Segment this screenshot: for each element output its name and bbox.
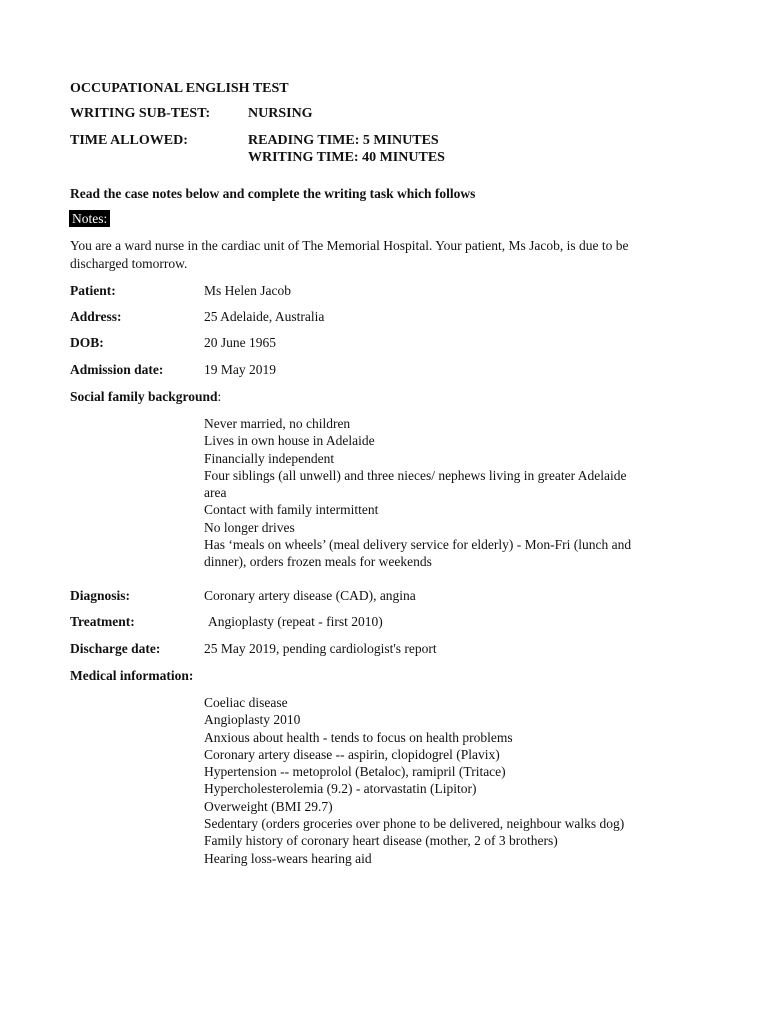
list-item: dinner), orders frozen meals for weekends <box>204 554 432 570</box>
time-allowed-label: TIME ALLOWED: <box>70 133 188 148</box>
address-label: Address: <box>70 309 122 324</box>
test-title: OCCUPATIONAL ENGLISH TEST <box>70 81 289 96</box>
treatment-label: Treatment: <box>70 614 135 629</box>
list-item: No longer drives <box>204 519 295 535</box>
patient-label: Patient: <box>70 283 116 298</box>
patient-value: Ms Helen Jacob <box>204 283 291 298</box>
list-item: Overweight (BMI 29.7) <box>204 798 333 814</box>
list-item: Lives in own house in Adelaide <box>204 433 375 449</box>
social-background-list <box>204 415 631 571</box>
list-item: Angioplasty 2010 <box>204 712 301 728</box>
address-value: 25 Adelaide, Australia <box>204 309 325 324</box>
list-item: Anxious about health - tends to focus on health problems <box>204 729 513 745</box>
medical-information-heading: Medical information: <box>70 668 194 683</box>
list-item: Hypercholesterolemia (9.2) - atorvastatin (Lipitor) <box>204 781 477 797</box>
list-item: Has ‘meals on wheels’ (meal delivery service for elderly) - Mon-Fri (lunch and <box>204 537 632 553</box>
writing-time: WRITING TIME: 40 MINUTES <box>248 150 445 165</box>
list-item: Coeliac disease <box>204 695 288 710</box>
discharge-date-value: 25 May 2019, pending cardiologist's report <box>204 641 437 656</box>
diagnosis-value: Coronary artery disease (CAD), angina <box>204 588 416 603</box>
social-background-colon: : <box>217 389 222 404</box>
notes-label: Notes: <box>69 210 110 227</box>
list-item: Hearing loss-wears hearing aid <box>204 850 372 866</box>
list-item: Financially independent <box>204 450 335 466</box>
list-item: Never married, no children <box>204 416 351 431</box>
admission-date-value: 19 May 2019 <box>204 362 276 377</box>
medical-information-list <box>204 694 624 867</box>
social-background-label: Social family background <box>70 389 218 404</box>
subtest-label: WRITING SUB-TEST: <box>70 106 211 121</box>
notes-label-wrap <box>69 210 110 228</box>
discharge-date-label: Discharge date: <box>70 641 161 656</box>
list-item: Four siblings (all unwell) and three nieces/ nephews living in greater Adelaide <box>204 467 627 483</box>
intro-line-1: You are a ward nurse in the cardiac unit of The Memorial Hospital. Your patient, Ms Jacob, is due to be <box>70 238 629 253</box>
list-item: area <box>204 485 227 501</box>
subtest-value: NURSING <box>248 106 313 121</box>
intro-line-2: discharged tomorrow. <box>70 256 188 271</box>
admission-date-label: Admission date: <box>70 362 164 377</box>
diagnosis-label: Diagnosis: <box>70 588 131 603</box>
list-item: Sedentary (orders groceries over phone to be delivered, neighbour walks dog) <box>204 816 625 832</box>
list-item: Coronary artery disease -- aspirin, clopidogrel (Plavix) <box>204 746 500 762</box>
list-item: Hypertension -- metoprolol (Betaloc), ramipril (Tritace) <box>204 764 506 780</box>
dob-label: DOB: <box>70 335 104 350</box>
list-item: Contact with family intermittent <box>204 502 379 518</box>
list-item: Family history of coronary heart disease (mother, 2 of 3 brothers) <box>204 833 558 849</box>
dob-value: 20 June 1965 <box>204 335 276 350</box>
reading-time: READING TIME: 5 MINUTES <box>248 133 439 148</box>
treatment-value: Angioplasty (repeat - first 2010) <box>208 614 383 629</box>
instruction-text: Read the case notes below and complete the writing task which follows <box>70 186 476 201</box>
social-background-heading <box>70 389 221 405</box>
